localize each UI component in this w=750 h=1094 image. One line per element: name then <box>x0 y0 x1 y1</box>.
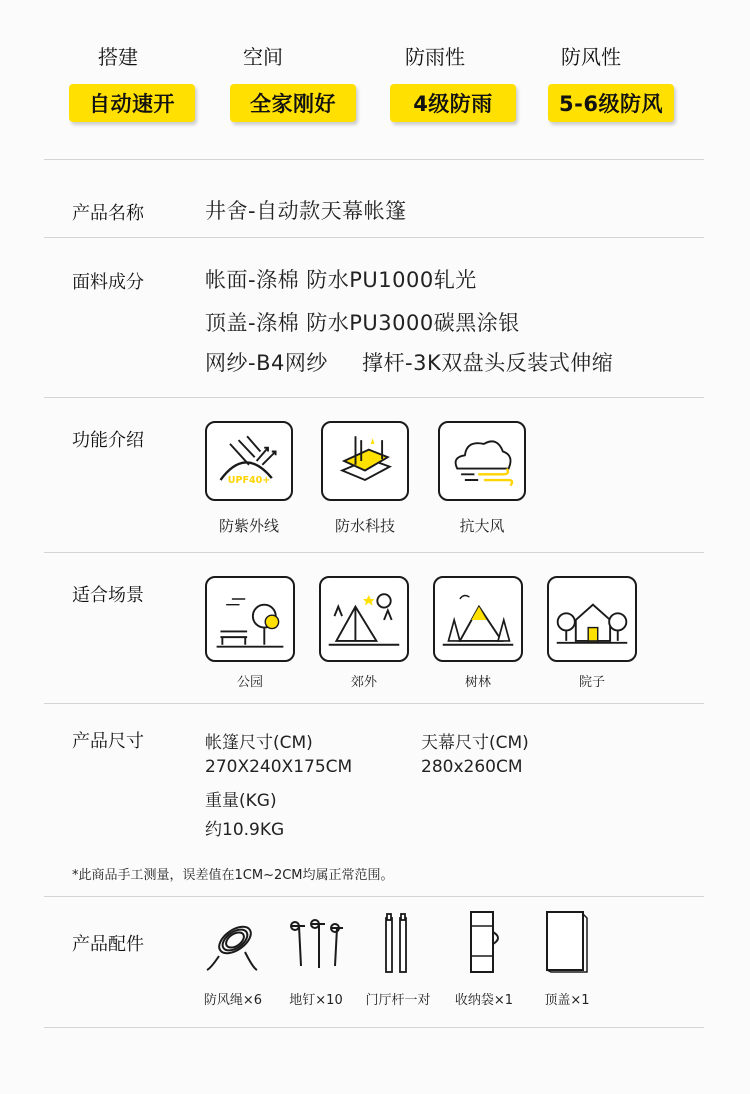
divider <box>44 896 704 897</box>
size-label: 产品尺寸 <box>72 731 144 752</box>
fabric-line: 撑杆-3K双盘头反装式伸缩 <box>362 351 614 375</box>
accessories-label: 产品配件 <box>72 934 144 955</box>
feature-title-space: 空间 <box>243 45 283 69</box>
pole-icon <box>378 912 418 976</box>
feature-badge-rain: 4级防雨 <box>390 84 516 122</box>
rope-icon <box>205 912 261 974</box>
fabric-label: 面料成分 <box>72 272 144 293</box>
uv-protection-caption: 防紫外线 <box>218 517 279 535</box>
divider <box>44 552 704 553</box>
top-cover-caption: 顶盖×1 <box>544 993 590 1008</box>
measurement-note: *此商品手工测量，误差值在1CM~2CM均属正常范围。 <box>72 868 394 883</box>
uv-rating-text: UPF40+ <box>227 474 271 486</box>
park-icon <box>205 576 295 662</box>
wind-resistance-caption: 抗大风 <box>459 517 505 535</box>
divider <box>44 159 704 160</box>
fabric-line: 网纱-B4网纱 <box>205 351 328 375</box>
fabric-line: 顶盖-涤棉 防水PU3000碳黑涂银 <box>205 311 520 335</box>
forest-caption: 树林 <box>464 675 491 690</box>
tent-size-value: 270X240X175CM <box>205 757 353 777</box>
top-cover-icon <box>543 910 591 974</box>
feature-title-build: 搭建 <box>98 45 138 69</box>
feature-title-rain: 防雨性 <box>405 45 465 69</box>
product-name-label: 产品名称 <box>72 203 144 224</box>
countryside-caption: 郊外 <box>350 675 377 690</box>
divider <box>44 1027 704 1028</box>
rope-caption: 防风绳×6 <box>203 993 263 1008</box>
feature-badge-space: 全家刚好 <box>230 84 356 122</box>
weight-title: 重量(KG) <box>205 791 277 811</box>
yard-caption: 院子 <box>578 675 605 690</box>
feature-badge-wind: 5-6级防风 <box>548 84 674 122</box>
divider <box>44 237 704 238</box>
feature-badge-build: 自动速开 <box>69 84 195 122</box>
canopy-size-value: 280x260CM <box>421 757 523 777</box>
divider <box>44 397 704 398</box>
storage-bag-caption: 收纳袋×1 <box>454 993 514 1008</box>
feature-title-wind: 防风性 <box>561 45 621 69</box>
canopy-size-title: 天幕尺寸(CM) <box>421 733 529 753</box>
wind-resistance-icon <box>438 421 526 501</box>
fabric-line: 帐面-涤棉 防水PU1000轧光 <box>205 268 477 292</box>
park-caption: 公园 <box>236 675 263 690</box>
weight-value: 约10.9KG <box>205 820 285 840</box>
forest-icon <box>433 576 523 662</box>
waterproof-icon <box>321 421 409 501</box>
scenes-label: 适合场景 <box>72 585 144 606</box>
divider <box>44 703 704 704</box>
stake-icon <box>285 916 347 974</box>
storage-bag-icon <box>465 910 507 974</box>
pole-caption: 门厅杆一对 <box>365 993 431 1008</box>
yard-icon <box>547 576 637 662</box>
stake-caption: 地钉×10 <box>289 993 343 1008</box>
countryside-icon <box>319 576 409 662</box>
functions-label: 功能介绍 <box>72 430 144 451</box>
product-name-value: 井舍-自动款天幕帐篷 <box>205 199 407 223</box>
uv-protection-icon <box>205 421 293 501</box>
tent-size-title: 帐篷尺寸(CM) <box>205 733 313 753</box>
waterproof-caption: 防水科技 <box>334 517 395 535</box>
